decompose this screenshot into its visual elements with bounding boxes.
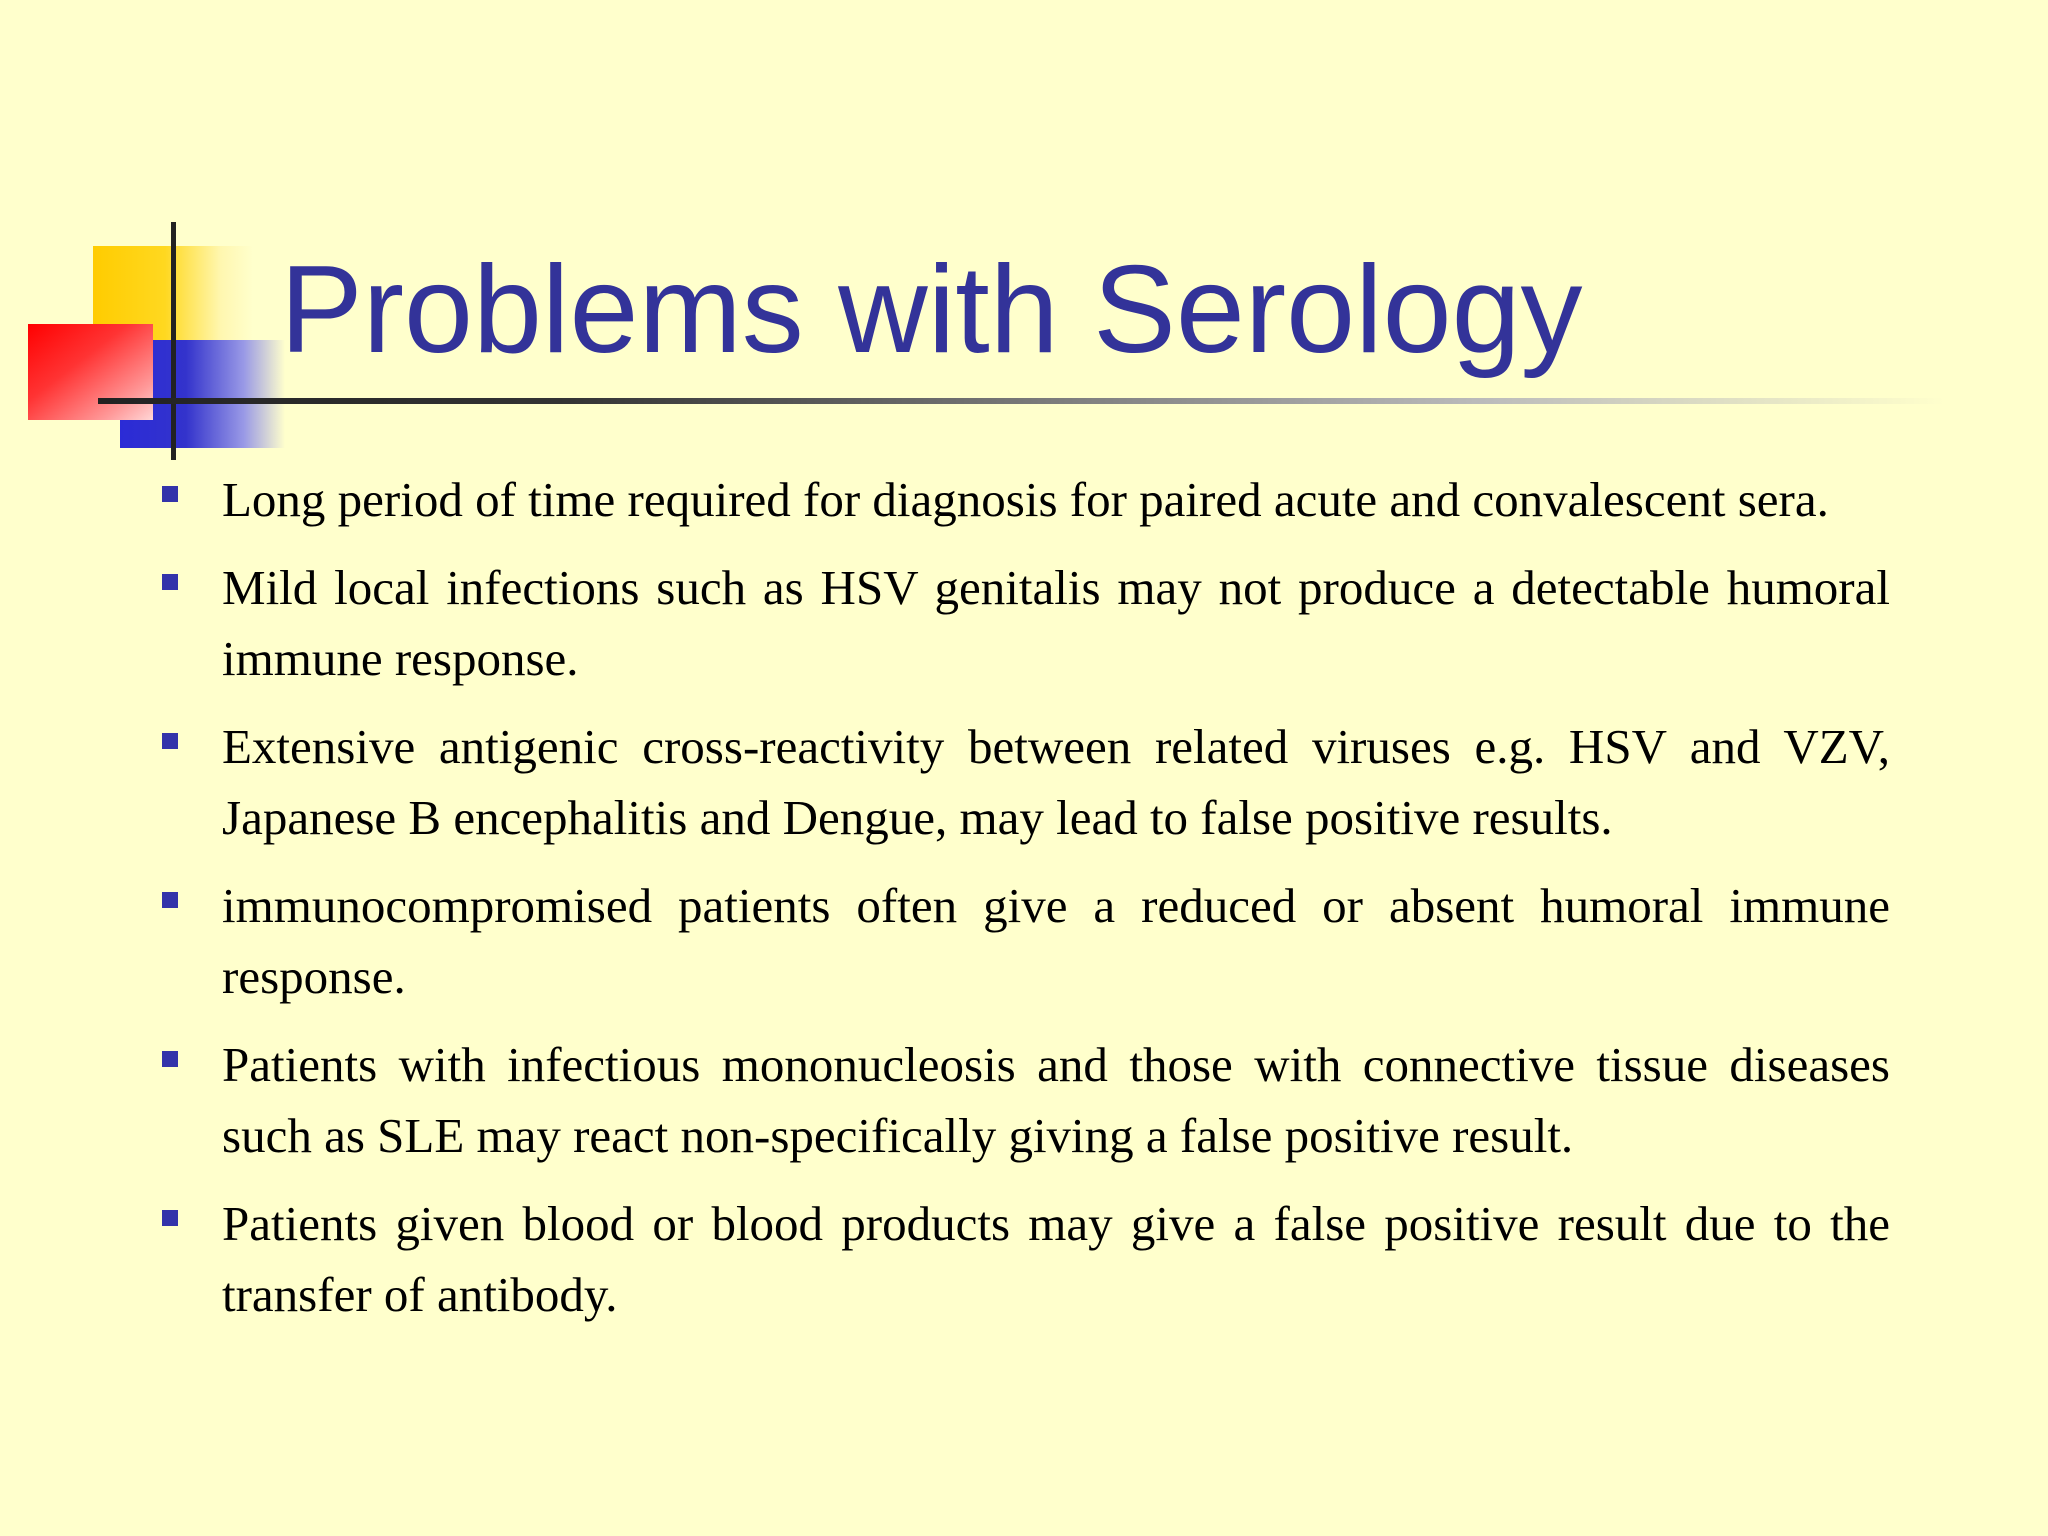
square-bullet-icon [162, 486, 178, 502]
bullet-item [160, 464, 1890, 535]
square-bullet-icon [162, 733, 178, 749]
bullet-text: Extensive antigenic cross-reactivity between related viruses e.g. HSV and VZV, Japanese B encephalitis and Dengue, may lead to false positive results. [222, 719, 1890, 845]
square-bullet-icon [162, 892, 178, 908]
red-square-decoration [28, 324, 153, 420]
vertical-line-decoration [171, 222, 176, 460]
bullet-text: Long period of time required for diagnosis for paired acute and convalescent sera. [222, 472, 1829, 527]
bullet-text: immunocompromised patients often give a reduced or absent humoral immune response. [222, 878, 1890, 1004]
square-bullet-icon [162, 1051, 178, 1067]
bullet-text: Patients given blood or blood products may give a false positive result due to the transfer of antibody. [222, 1196, 1890, 1322]
bullet-list [160, 464, 1890, 1347]
square-bullet-icon [162, 574, 178, 590]
bullet-text: Patients with infectious mononucleosis and those with connective tissue diseases such as SLE may react non-specifically giving a false positive result. [222, 1037, 1890, 1163]
slide-title: Problems with Serology [280, 241, 1583, 379]
bullet-item [160, 1029, 1890, 1171]
square-bullet-icon [162, 1210, 178, 1226]
bullet-item [160, 870, 1890, 1012]
bullet-item [160, 711, 1890, 853]
bullet-item [160, 552, 1890, 694]
bullet-item [160, 1188, 1890, 1330]
bullet-text: Mild local infections such as HSV genitalis may not produce a detectable humoral immune response. [222, 560, 1890, 686]
title-underline-rule [98, 398, 1944, 404]
